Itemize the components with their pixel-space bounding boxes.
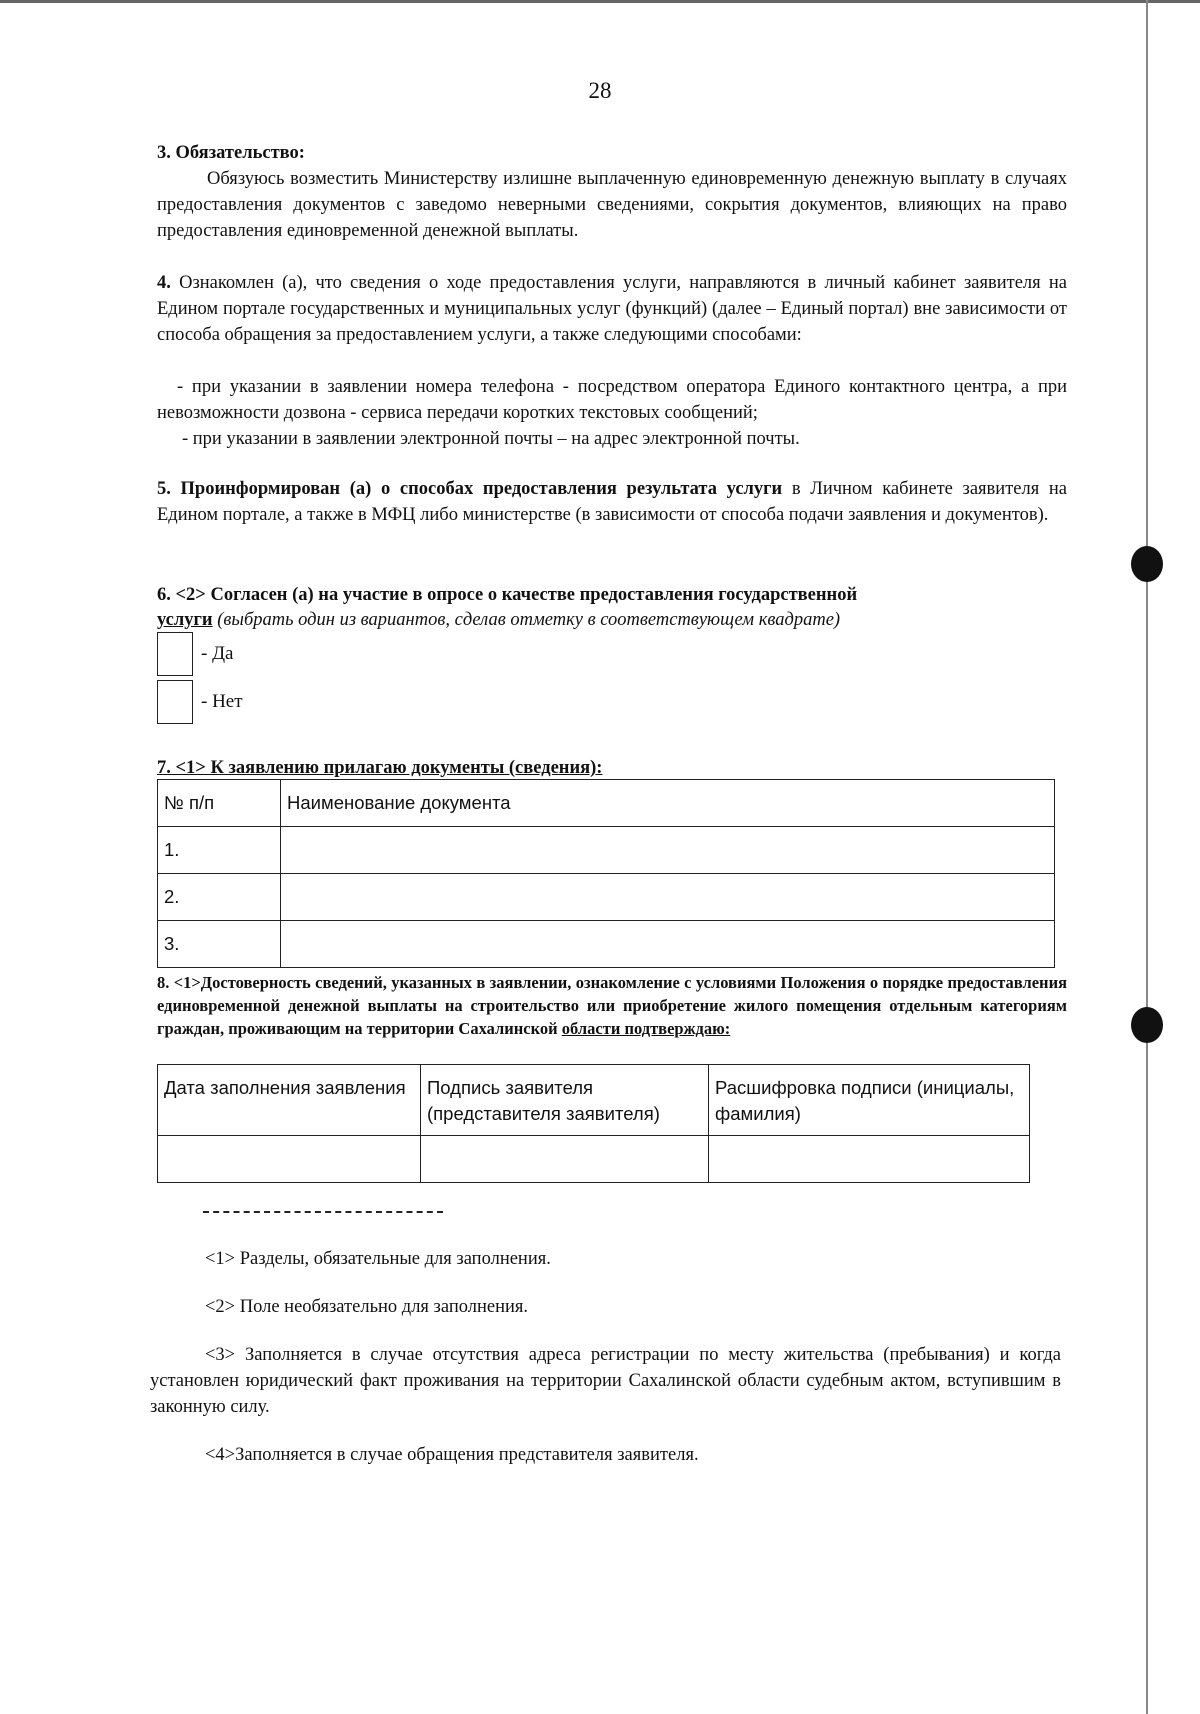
row-number: 1. — [158, 827, 281, 874]
section-4-body — [157, 270, 1067, 348]
table-row — [158, 827, 1055, 874]
table-row — [158, 921, 1055, 968]
row-number: 2. — [158, 874, 281, 921]
col-header-date: Дата заполнения заявления — [158, 1065, 421, 1136]
table-header-row — [158, 780, 1055, 827]
footnote-4: <4>Заполняется в случае обращения представителя заявителя. — [205, 1445, 699, 1465]
signature-input-row — [158, 1136, 1030, 1183]
section-4-number: 4. — [157, 273, 171, 293]
date-cell[interactable] — [158, 1136, 421, 1183]
documents-table — [157, 779, 1055, 968]
footnote-3: <3> Заполняется в случае отсутствия адреса регистрации по месту жительства (пребывания) и когда установлен юридический факт проживания на территории Сахалинской области судебным актом, вступившим в законную силу. — [150, 1345, 1061, 1417]
signature-decoding-cell[interactable] — [709, 1136, 1030, 1183]
section-5-bold-text: Проинформирован (а) о способах предоставления результата услуги — [180, 479, 783, 499]
row-number: 3. — [158, 921, 281, 968]
punch-hole-mark — [1131, 546, 1163, 582]
scan-right-edge — [1146, 0, 1148, 1714]
option-no-checkbox[interactable] — [157, 680, 193, 724]
section-8-main: 8. <1>Достоверность сведений, указанных в заявлении, ознакомление с условиями Положения о порядке предоставления единовременной денежной выплаты на строительство или приобретение жилого помещения отдельным категориям граждан, проживающим на территории Сахалинской — [157, 973, 1067, 1038]
signature-table — [157, 1064, 1030, 1183]
section-5-number: 5. — [157, 479, 171, 499]
section-3-body: Обязуюсь возместить Министерству излишне выплаченную единовременную денежную выплату в случаях предоставления документов с заведомо неверными сведениями, сокрытия документов, влияющих на право предоставления единовременной денежной выплаты. — [157, 169, 1067, 241]
section-6-title: 6. <2> Согласен (а) на участие в опросе о качестве предоставления государственной — [157, 585, 858, 605]
document-name-cell[interactable] — [281, 827, 1055, 874]
option-no-row[interactable] — [157, 680, 243, 724]
section-5-body — [157, 476, 1067, 528]
page-number: 28 — [588, 78, 612, 103]
section-4-item-phone: - при указании в заявлении номера телефона - посредством оператора Единого контактного центра, а при невозможности дозвона - сервиса передачи коротких текстовых сообщений; — [157, 377, 1067, 423]
option-yes-label: - Да — [201, 643, 234, 664]
col-header-document-name: Наименование документа — [281, 780, 1055, 827]
footnote-2: <2> Поле необязательно для заполнения. — [205, 1297, 529, 1317]
section-6-title-word: услуги — [157, 610, 213, 630]
option-yes-row[interactable] — [157, 632, 233, 676]
table-row — [158, 874, 1055, 921]
col-header-number: № п/п — [158, 780, 281, 827]
section-6-title-cont — [157, 607, 1067, 633]
document-name-cell[interactable] — [281, 874, 1055, 921]
document-name-cell[interactable] — [281, 921, 1055, 968]
col-header-signature-decoding: Расшифровка подписи (инициалы, фамилия) — [709, 1065, 1030, 1136]
scan-top-edge — [0, 0, 1200, 3]
col-header-signature: Подпись заявителя (представителя заявителя) — [421, 1065, 709, 1136]
section-7-title: 7. <1> К заявлению прилагаю документы (сведения): — [157, 758, 603, 778]
section-4-text: Ознакомлен (а), что сведения о ходе предоставления услуги, направляются в личный кабинет заявителя на Едином портале государственных и муниципальных услуг (функций) (далее – Единый портал) вне зависимости от способа обращения за предоставлением услуги, а также следующими способами: — [157, 273, 1067, 345]
section-8-text — [157, 971, 1067, 1040]
section-6-note: (выбрать один из вариантов, сделав отметку в соответствующем квадрате) — [217, 610, 841, 630]
section-4-item-email: - при указании в заявлении электронной почты – на адрес электронной почты. — [182, 429, 800, 449]
option-no-label: - Нет — [201, 691, 243, 712]
signature-header-row — [158, 1065, 1030, 1136]
signature-cell[interactable] — [421, 1136, 709, 1183]
option-yes-checkbox[interactable] — [157, 632, 193, 676]
section-8-end: области подтверждаю: — [561, 1019, 731, 1038]
punch-hole-mark — [1131, 1007, 1163, 1043]
footnote-divider — [203, 1211, 443, 1213]
section-5-rest-text: в Личном кабинете заявителя на Едином портале, а также в МФЦ либо министерстве (в зависимости от способа подачи заявления и документов). — [157, 479, 1068, 525]
footnote-1: <1> Разделы, обязательные для заполнения. — [205, 1249, 551, 1269]
section-3-title: 3. Обязательство: — [157, 143, 305, 163]
